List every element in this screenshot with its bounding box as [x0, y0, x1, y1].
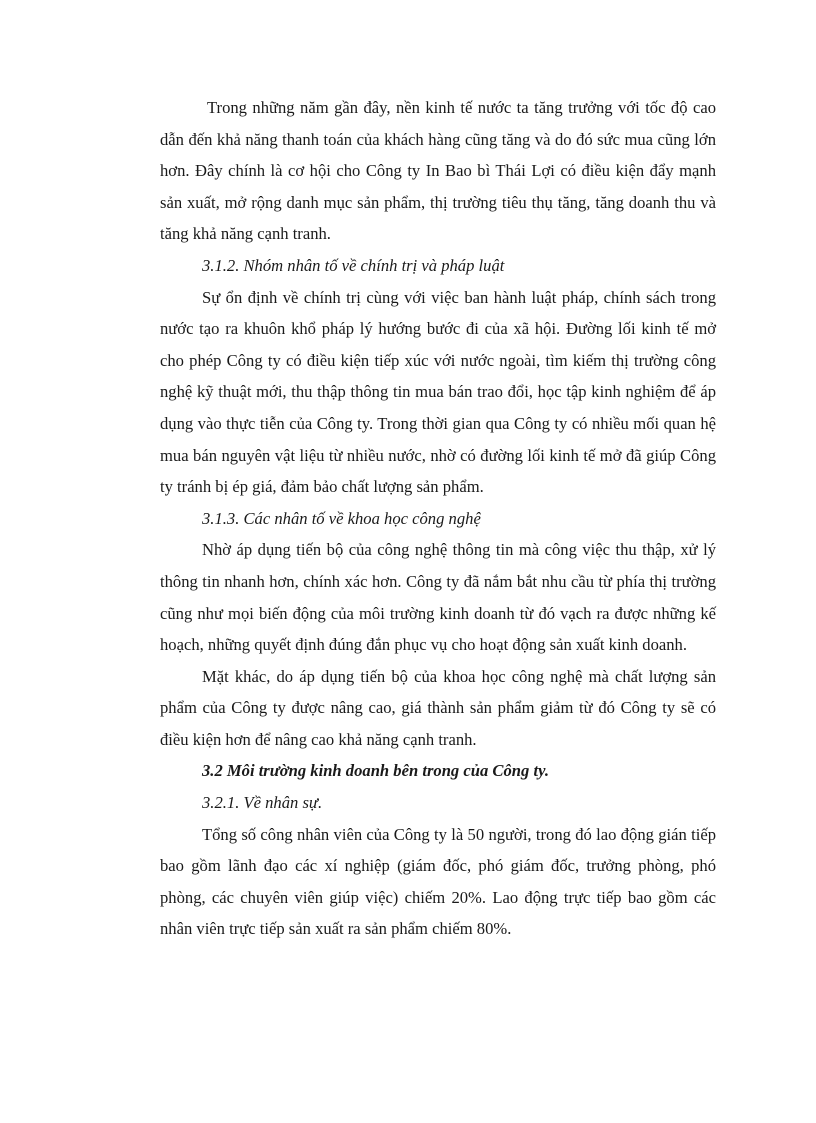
- document-page: [160, 92, 716, 945]
- paragraph-technology: Nhờ áp dụng tiến bộ của công nghệ thông tin mà công việc thu thập, xử lý thông tin nhanh hơn, chính xác hơn. Công ty đã nắm bắt nhu cầu từ phía thị trường cũng như mọi biến động của môi trường kinh doanh từ đó vạch ra được những kế hoạch, những quyết định đúng đắn phục vụ cho hoạt động sản xuất kinh doanh.: [160, 540, 716, 655]
- paragraph-political-legal: Sự ổn định về chính trị cùng với việc ban hành luật pháp, chính sách trong nước tạo ra khuôn khổ pháp lý hướng bước đi của xã hội. Đường lối kinh tế mở cho phép Công ty có điều kiện tiếp xúc với nước ngoài, tìm kiếm thị trường công nghệ kỹ thuật mới, thu thập thông tin mua bán trao đổi, học tập kinh nghiệm để áp dụng vào thực tiễn của Công ty. Trong thời gian qua Công ty có nhiều mối quan hệ mua bán nguyên vật liệu từ nhiều nước, nhờ có đường lối kinh tế mở đã giúp Công ty tránh bị ép giá, đảm bảo chất lượng sản phẩm.: [160, 287, 716, 497]
- paragraph-personnel: Tổng số công nhân viên của Công ty là 50 người, trong đó lao động gián tiếp bao gồm lãnh đạo các xí nghiệp (giám đốc, phó giám đốc, trưởng phòng, phó phòng, các chuyên viên giúp việc) chiếm 20%. Lao động trực tiếp bao gồm các nhân viên trực tiếp sản xuất ra sản phẩm chiếm 80%.: [160, 824, 716, 939]
- heading-3-2: 3.2 Môi trường kinh doanh bên trong của Công ty.: [202, 761, 549, 781]
- paragraph-economic-growth: Trong những năm gần đây, nền kinh tế nước ta tăng trưởng với tốc độ cao dẫn đến khả năng thanh toán của khách hàng cũng tăng và do đó sức mua cũng lớn hơn. Đây chính là cơ hội cho Công ty In Bao bì Thái Lợi có điều kiện đẩy mạnh sản xuất, mở rộng danh mục sản phẩm, thị trường tiêu thụ tăng, tăng doanh thu và tăng khả năng cạnh tranh.: [160, 98, 716, 244]
- heading-3-1-2: 3.1.2. Nhóm nhân tố về chính trị và pháp luật: [202, 255, 505, 275]
- paragraph-technology-quality: Mặt khác, do áp dụng tiến bộ của khoa học công nghệ mà chất lượng sản phẩm của Công ty được nâng cao, giá thành sản phẩm giảm từ đó Công ty sẽ có điều kiện hơn để nâng cao khả năng cạnh tranh.: [160, 666, 716, 749]
- heading-3-2-1: 3.2.1. Về nhân sự.: [202, 793, 323, 813]
- heading-3-1-3: 3.1.3. Các nhân tố về khoa học công nghệ: [202, 508, 481, 528]
